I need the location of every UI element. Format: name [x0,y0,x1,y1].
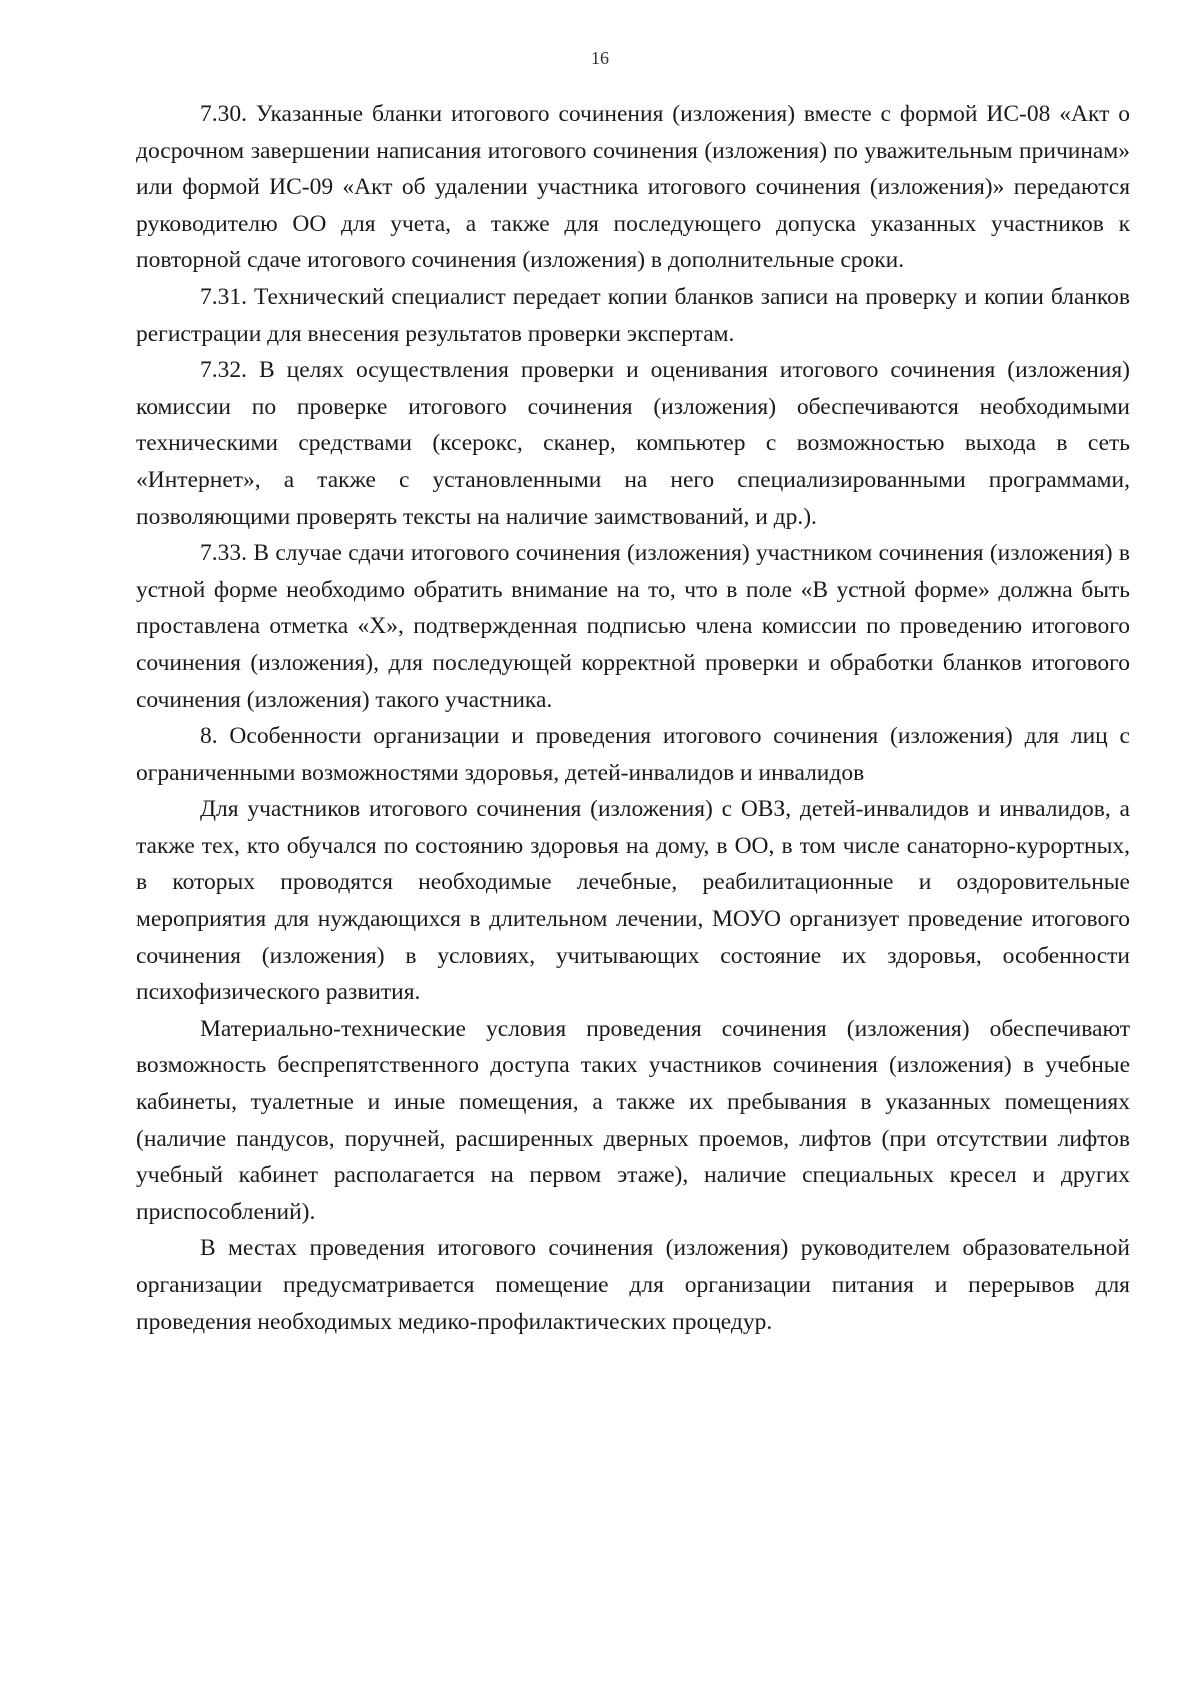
paragraph-7-33: 7.33. В случае сдачи итогового сочинения (изложения) участником сочинения (изложения) в устной форме необходимо обратить внимание на то, что в поле «В устной форме» должна быть проставлена отметка «Х», подтвержденная подписью члена комиссии по проведению итогового сочинения (изложения), для последующей корректной проверки и обработки бланков итогового сочинения (изложения) такого участника. [136,540,1130,713]
paragraph-ovz-participants: Для участников итогового сочинения (изложения) с ОВЗ, детей-инвалидов и инвалидов, а также тех, кто обучался по состоянию здоровья на дому, в ОО, в том числе санаторно-курортных, в которых проводятся необходимые лечебные, реабилитационные и оздоровительные мероприятия для нуждающихся в длительном лечении, МОУО организует проведение итогового сочинения (изложения) в условиях, учитывающих состояние их здоровья, особенности психофизического развития. [136,796,1130,1006]
section-8-heading: 8. Особенности организации и проведения итогового сочинения (изложения) для лиц с ограниченными возможностями здоровья, детей-инвалидов и инвалидов [136,723,1130,786]
paragraph-7-30: 7.30. Указанные бланки итогового сочинения (изложения) вместе с формой ИС-08 «Акт о досрочном завершении написания итогового сочинения (изложения) по уважительным причинам» или формой ИС-09 «Акт об удалении участника итогового сочинения (изложения)» передаются руководителю ОО для учета, а также для последующего допуска указанных участников к повторной сдаче итогового сочинения (изложения) в дополнительные сроки. [136,101,1130,274]
paragraph-material-conditions: Материально-технические условия проведения сочинения (изложения) обеспечивают возможность беспрепятственного доступа таких участников сочинения (изложения) в учебные кабинеты, туалетные и иные помещения, а также их пребывания в указанных помещениях (наличие пандусов, поручней, расширенных дверных проемов, лифтов (при отсутствии лифтов учебный кабинет располагается на первом этаже), наличие специальных кресел и других приспособлений). [136,1015,1130,1225]
page-number: 16 [591,48,609,68]
paragraph-7-31: 7.31. Технический специалист передает копии бланков записи на проверку и копии бланков регистрации для внесения результатов проверки экспертам. [136,283,1130,347]
paragraph-7-32: 7.32. В целях осуществления проверки и оценивания итогового сочинения (изложения) комиссии по проверке итогового сочинения (изложения) обеспечиваются необходимыми техническими средствами (ксерокс, сканер, компьютер с возможностью выхода в сеть «Интернет», а также с установленными на него специализированными программами, позволяющими проверять тексты на наличие заимствований, и др.). [136,357,1130,530]
paragraph-premises: В местах проведения итогового сочинения (изложения) руководителем образовательной организации предусматривается помещение для организации питания и перерывов для проведения необходимых медико-профилактических процедур. [136,1235,1130,1335]
document-body [136,96,1130,1340]
